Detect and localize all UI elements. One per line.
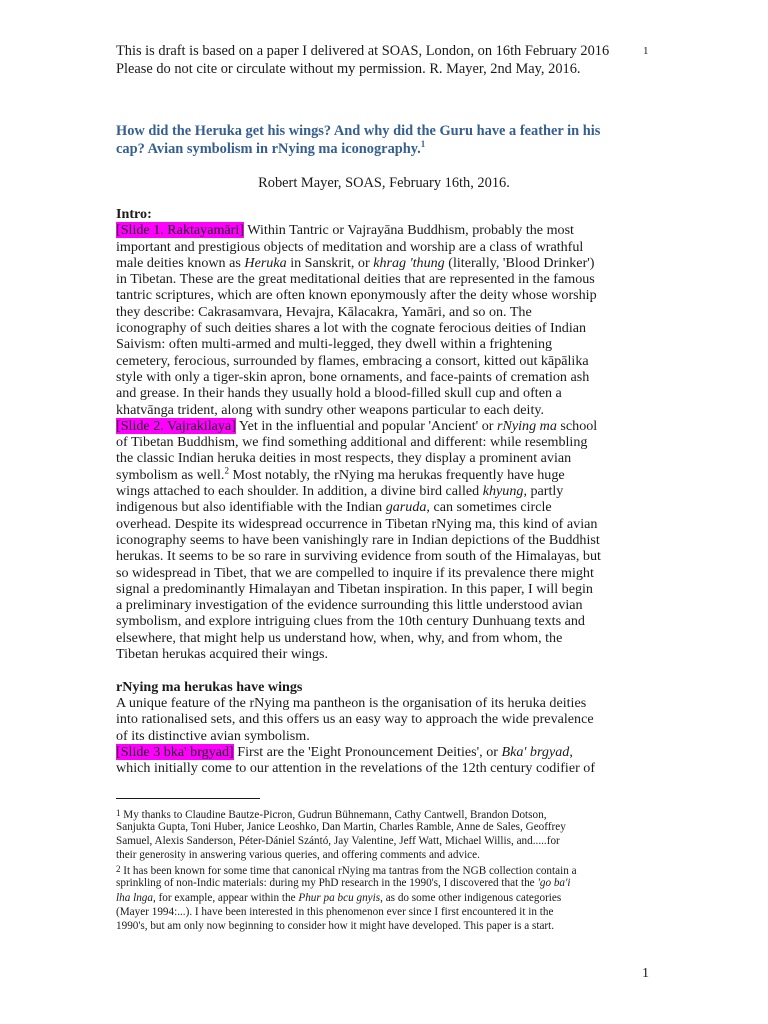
slide-marker-2: [Slide 2. Vajrakilaya] xyxy=(116,417,236,434)
author-line: Robert Mayer, SOAS, February 16th, 2016. xyxy=(258,175,510,191)
footnote-number: 2 xyxy=(116,864,121,875)
footnotes xyxy=(116,806,652,933)
footnote-line: lha lnga, for example, appear within the Phur pa bcu gnyis, as do some other indigenous categories xyxy=(116,891,562,904)
footnote-2: 2 It has been known for some time that canonical rNying ma tantras from the NGB collection contain a xyxy=(116,864,577,878)
text-line: male deities known as Heruka in Sanskrit, or khrag 'thung (literally, 'Blood Drinker') xyxy=(116,254,595,271)
draft-notice-line-2: Please do not cite or circulate without my permission. R. Mayer, 2nd May, 2016. xyxy=(116,61,581,77)
text-line: indigenous but also identifiable with the Indian garuda, can sometimes circle xyxy=(116,499,552,516)
footnote-line: 1990's, but am only now beginning to consider how it might have developed. This paper is a start. xyxy=(116,919,555,932)
text-line: so widespread in Tibet, that we are compelled to inquire if its prevalence there might xyxy=(116,564,594,581)
text-line: a preliminary investigation of the evidence surrounding this little understood avian xyxy=(116,597,583,614)
text-line: symbolism, and explore intriguing clues from the 10th century Dunhuang texts and xyxy=(116,613,585,630)
text-line: signal a predominantly Himalayan and Tibetan inspiration. In this paper, I will begin xyxy=(116,580,593,597)
footnote-line: (Mayer 1994:...). I have been interested in this phenomenon ever since I first encountered it in the xyxy=(116,905,554,918)
title-line-2: cap? Avian symbolism in rNying ma iconography.$^1$ xyxy=(116,139,426,157)
text-line: elsewhere, that might help us understand how, when, why, and from whom, the xyxy=(116,629,563,646)
footnote-number: 1 xyxy=(116,808,121,818)
footnote-line: Samuel, Alexis Sanderson, Péter-Dániel Szántó, Jay Valentine, Jeff Watt, Michael Willis, and.....for xyxy=(116,835,560,848)
text-line: A unique feature of the rNying ma pantheon is the organisation of its heruka deities xyxy=(116,694,587,711)
text-line: iconography seems to have been vanishingly rare in Indian depictions of the Buddhist xyxy=(116,531,600,548)
text-line: and grease. In their hands they usually hold a blood-filled skull cup and often a xyxy=(116,385,562,402)
text-line: of its distinctive avian symbolism. xyxy=(116,727,310,744)
footnote-line: their generosity in answering various queries, and offering comments and advice. xyxy=(116,849,480,862)
text-line: [Slide 2. Vajrakilaya] Yet in the influential and popular 'Ancient' or rNying ma school xyxy=(116,417,598,434)
text-line: [Slide 3 bka' brgyad] First are the 'Eight Pronouncement Deities', or Bka' brgyad, xyxy=(116,743,573,760)
slide-marker-1: [Slide 1. Raktayamāri] xyxy=(116,222,244,239)
body-text xyxy=(116,206,652,776)
draft-notice xyxy=(116,42,636,78)
paragraph-gap xyxy=(116,662,652,678)
text-line: important and prestigious objects of meditation and worship are a class of wrathful xyxy=(116,238,584,255)
text-line: the classic Indian heruka deities in most respects, they display a prominent avian xyxy=(116,450,572,467)
text-line: [Slide 1. Raktayamāri] Within Tantric or Vajrayāna Buddhism, probably the most xyxy=(116,222,574,239)
text-line: khatvānga trident, along with sundry other weapons particular to each deity. xyxy=(116,401,545,418)
text-line: which initially come to our attention in the revelations of the 12th century codifier of xyxy=(116,760,596,777)
text-line: iconography of such deities shares a lot with the cognate ferocious deities of Indian xyxy=(116,320,587,337)
text-line: overhead. Despite its widespread occurrence in Tibetan rNying ma, this kind of avian xyxy=(116,515,598,532)
text-line: into rationalised sets, and this offers us an easy way to approach the wide prevalence xyxy=(116,711,594,728)
draft-notice-line-1: This is draft is based on a paper I delivered at SOAS, London, on 16th February 2016 xyxy=(116,43,610,59)
footnote-line: Sanjukta Gupta, Toni Huber, Janice Leoshko, Dan Martin, Charles Ramble, Anne de Sales, Geoffrey xyxy=(116,821,566,834)
text-line: in Tibetan. These are the great meditational deities that are represented in the famous xyxy=(116,271,595,288)
text-line: Tibetan herukas acquired their wings. xyxy=(116,646,329,663)
footnote-separator xyxy=(116,798,260,799)
text-line: style with only a tiger-skin apron, bone ornaments, and face-paints of cremation ash xyxy=(116,368,590,385)
paper-title xyxy=(116,122,646,158)
footnote-line: sprinkling of non-Indic materials: during my PhD research in the 1990's, I discovered that the 'go ba'i xyxy=(116,877,571,890)
text-line: symbolism as well.$^2$ Most notably, the rNying ma herukas frequently have huge xyxy=(116,465,565,483)
text-line: they describe: Cakrasamvara, Hevajra, Kālacakra, Yamāri, and so on. The xyxy=(116,303,532,320)
section-heading: rNying ma herukas have wings xyxy=(116,678,303,695)
text-line: herukas. It seems to be so rare in surviving evidence from south of the Himalayas, but xyxy=(116,548,601,565)
footnote-ref-1[interactable]: 1 xyxy=(420,139,426,150)
title-line-1: How did the Heruka get his wings? And why did the Guru have a feather in his xyxy=(116,123,601,139)
page-number: 1 xyxy=(642,966,649,981)
text-line: cemetery, ferocious, surrounded by flames, embracing a consort, kitted out kāpālika xyxy=(116,352,589,369)
slide-marker-3: [Slide 3 bka' brgyad] xyxy=(116,743,234,760)
text-line: tantric scriptures, which are often known eponymously after the deity whose worship xyxy=(116,287,597,304)
footnote-ref-2[interactable]: 2 xyxy=(224,465,229,476)
footnote-1: 1 My thanks to Claudine Bautze-Picron, Gudrun Bühnemann, Cathy Cantwell, Brandon Dotson, xyxy=(116,808,547,821)
text-line: wings attached to each shoulder. In addition, a divine bird called khyung, partly xyxy=(116,483,564,500)
header-page-marker: 1 xyxy=(643,45,649,57)
intro-heading: Intro: xyxy=(116,206,152,222)
text-line: of Tibetan Buddhism, we find something additional and different: while resembling xyxy=(116,434,588,451)
text-line: Saivism: often multi-armed and multi-legged, they dwell within a frightening xyxy=(116,336,553,353)
